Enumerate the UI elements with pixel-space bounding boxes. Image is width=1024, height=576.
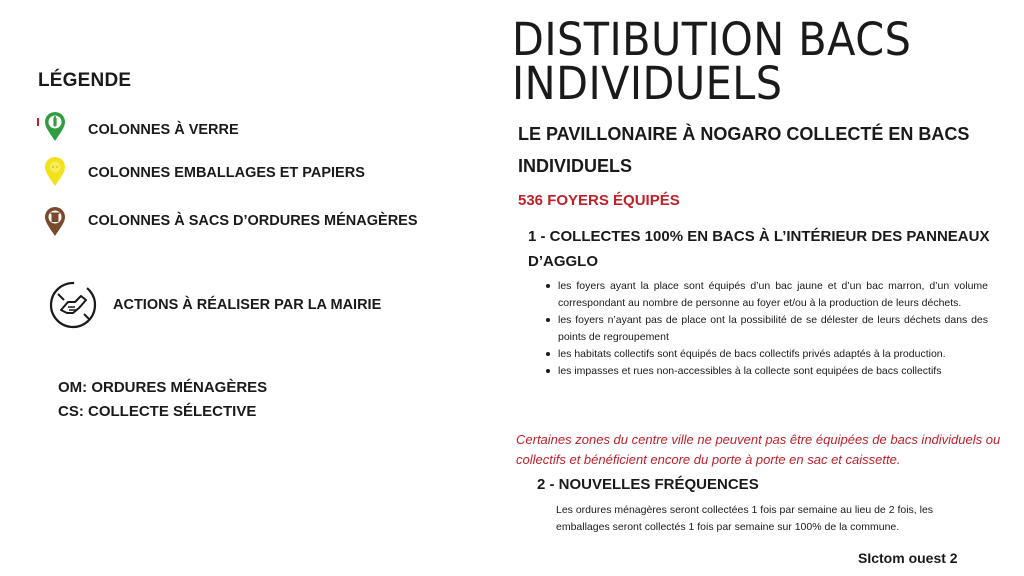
legend-item-glass: COLONNES À VERRE [88,122,239,138]
brown-trash-pin-icon [44,207,66,237]
page-title: DISTIBUTION BACS INDIVIDUELS [512,13,912,110]
handshake-icon [48,280,98,330]
list-item: les foyers ayant la place sont équipés d’un bac jaune et d’un bac marron, d’un volume correspondant au nombre de personne au foyer et/ou à la production de leurs déchets. [540,278,988,312]
list-item: les habitats collectifs sont équipés de bacs collectifs privés adaptés à la production. [540,346,988,363]
abbreviation-cs: CS: COLLECTE SÉLECTIVE [58,403,257,420]
section-1-bullets [540,278,988,380]
actions-label: ACTIONS À RÉALISER PAR LA MAIRIE [113,297,382,313]
section-2-heading: 2 - NOUVELLES FRÉQUENCES [537,476,759,493]
list-item: les impasses et rues non-accessibles à la collecte sont equipées de bacs collectifs [540,363,988,380]
section-1-heading: 1 - COLLECTES 100% EN BACS À L’INTÉRIEUR DES PANNEAUX D’AGGLO [528,228,990,270]
legend-title: LÉGENDE [38,70,132,91]
yellow-packaging-pin-icon [44,157,66,187]
legend-item-trash: COLONNES À SACS D’ORDURES MÉNAGÈRES [88,213,418,229]
footer-org: SIctom ouest 2 [858,550,958,566]
red-marker [37,118,39,126]
green-glass-pin-icon [44,112,66,142]
list-item: les foyers n’ayant pas de place ont la possibilité de se délester de leurs déchets dans des points de regroupement [540,312,988,346]
legend-item-packaging: COLONNES EMBALLAGES ET PAPIERS [88,165,365,181]
households-equipped: 536 FOYERS ÉQUIPÉS [518,192,680,209]
abbreviation-om: OM: ORDURES MÉNAGÈRES [58,379,268,396]
subtitle: LE PAVILLONAIRE À NOGARO COLLECTÉ EN BACS INDIVIDUELS [518,124,970,176]
city-center-note: Certaines zones du centre ville ne peuvent pas être équipées de bacs individuels ou collectifs et bénéficient encore du porte à porte en sac et caissette. [516,432,1001,467]
section-2-text: Les ordures ménagères seront collectées 1 fois par semaine au lieu de 2 fois, les emballages seront collectés 1 fois par semaine sur 100% de la commune. [556,504,934,533]
